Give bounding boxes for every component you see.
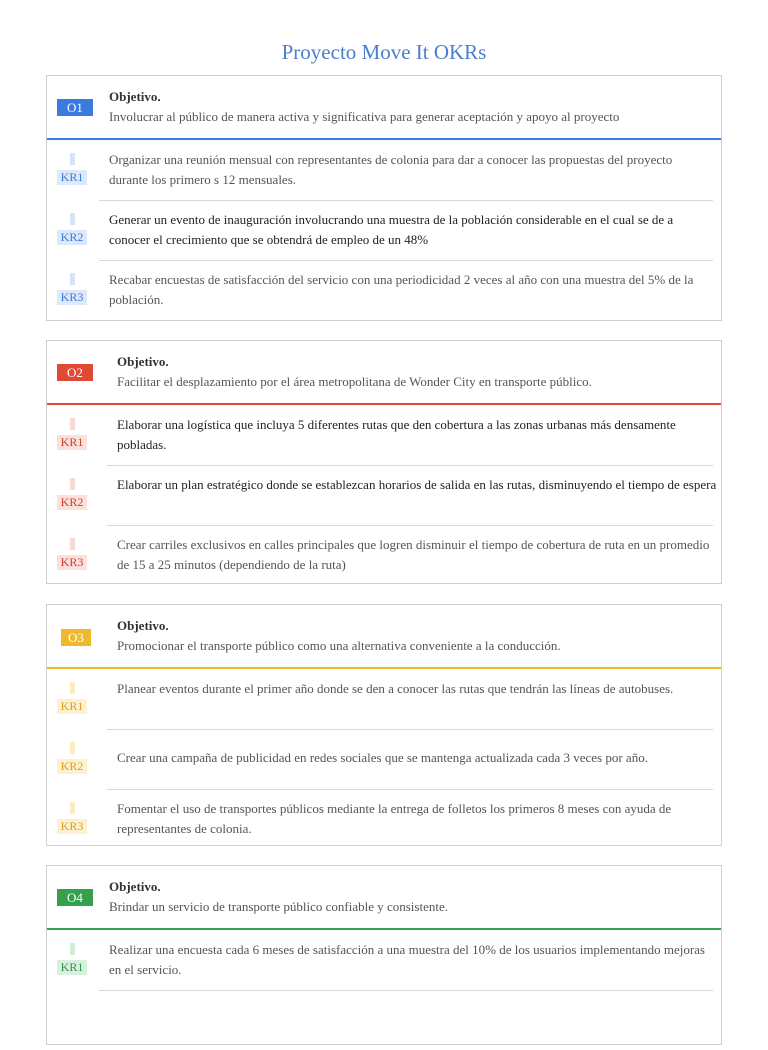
kr-label: KR1	[57, 170, 87, 185]
objective-description: Brindar un servicio de transporte público confiable y consistente.	[109, 899, 448, 914]
objective-header	[47, 76, 721, 138]
objective-card-o1	[46, 75, 722, 321]
key-result-item	[47, 930, 721, 990]
kr-divider	[99, 200, 713, 201]
key-result-item	[47, 140, 721, 200]
key-result-item	[47, 525, 721, 585]
kr-divider	[107, 465, 713, 466]
kr-divider	[99, 990, 713, 991]
kr-label: KR3	[57, 819, 87, 834]
objective-header	[47, 866, 721, 928]
key-result-item	[47, 200, 721, 260]
key-result-item	[47, 405, 721, 465]
objective-card-o3	[46, 604, 722, 846]
kr-text: Organizar una reunión mensual con representantes de colonia para dar a conocer las propuestas del proyecto durante los primero s 12 mensuales.	[109, 152, 673, 187]
kr-text: Elaborar un plan estratégico donde se establezcan horarios de salida en las rutas, disminuyendo el tiempo de espera	[117, 477, 717, 492]
kr-label: KR3	[57, 290, 87, 305]
kr-text: Realizar una encuesta cada 6 meses de satisfacción a una muestra del 10% de los usuarios implementando mejoras en el servicio.	[109, 942, 705, 977]
objective-badge: O3	[61, 629, 91, 646]
objective-badge: O4	[57, 889, 93, 906]
key-result-item	[47, 260, 721, 320]
kr-marker	[70, 478, 75, 490]
kr-marker	[70, 153, 75, 165]
kr-text: Crear una campaña de publicidad en redes sociales que se mantenga actualizada cada 3 veces por año.	[117, 750, 648, 765]
key-result-item	[47, 990, 721, 1050]
kr-label: KR2	[57, 759, 87, 774]
kr-marker	[70, 943, 75, 955]
kr-divider	[107, 729, 713, 730]
kr-label: KR1	[57, 699, 87, 714]
kr-marker	[70, 802, 75, 814]
kr-text: Recabar encuestas de satisfacción del servicio con una periodicidad 2 veces al año con una muestra del 5% de la población.	[109, 272, 694, 307]
objective-badge: O1	[57, 99, 93, 116]
kr-text: Crear carriles exclusivos en calles principales que logren disminuir el tiempo de cobertura de ruta en un promedio de 15 a 25 minutos (dependiendo de la ruta)	[117, 537, 710, 572]
objective-heading: Objetivo.	[109, 89, 161, 104]
kr-marker	[70, 273, 75, 285]
key-result-item	[47, 465, 721, 525]
kr-divider	[107, 789, 713, 790]
kr-marker	[70, 213, 75, 225]
objective-description: Facilitar el desplazamiento por el área metropolitana de Wonder City en transporte público.	[117, 374, 592, 389]
objective-heading: Objetivo.	[117, 354, 169, 369]
kr-marker	[70, 418, 75, 430]
kr-label: KR1	[57, 435, 87, 450]
kr-label: KR2	[57, 495, 87, 510]
key-result-item	[47, 669, 721, 729]
objective-header	[47, 605, 721, 667]
objective-badge: O2	[57, 364, 93, 381]
objective-header	[47, 341, 721, 403]
kr-divider	[107, 525, 713, 526]
kr-label: KR1	[57, 960, 87, 975]
kr-marker	[70, 538, 75, 550]
kr-marker	[70, 742, 75, 754]
kr-marker	[70, 682, 75, 694]
objective-card-o4	[46, 865, 722, 1045]
objective-description: Promocionar el transporte público como una alternativa conveniente a la conducción.	[117, 638, 561, 653]
kr-text: Fomentar el uso de transportes públicos mediante la entrega de folletos los primeros 8 meses con ayuda de representantes de colonia.	[117, 801, 672, 836]
key-result-item	[47, 789, 721, 849]
key-result-item	[47, 729, 721, 789]
page-title: Proyecto Move It OKRs	[281, 40, 487, 64]
kr-label: KR2	[57, 230, 87, 245]
kr-text: Elaborar una logística que incluya 5 diferentes rutas que den cobertura a las zonas urbanas más densamente pobladas.	[117, 417, 676, 452]
objective-card-o2	[46, 340, 722, 584]
kr-text: Planear eventos durante el primer año donde se den a conocer las rutas que tendrán las líneas de autobuses.	[117, 681, 674, 696]
objective-heading: Objetivo.	[109, 879, 161, 894]
kr-divider	[99, 260, 713, 261]
objective-description: Involucrar al público de manera activa y significativa para generar aceptación y apoyo al proyecto	[109, 109, 620, 124]
kr-text: Generar un evento de inauguración involucrando una muestra de la población considerable en el cual se de a conocer el crecimiento que se obtendrá de empleo de un 48%	[109, 212, 674, 247]
kr-label: KR3	[57, 555, 87, 570]
objective-heading: Objetivo.	[117, 618, 169, 633]
